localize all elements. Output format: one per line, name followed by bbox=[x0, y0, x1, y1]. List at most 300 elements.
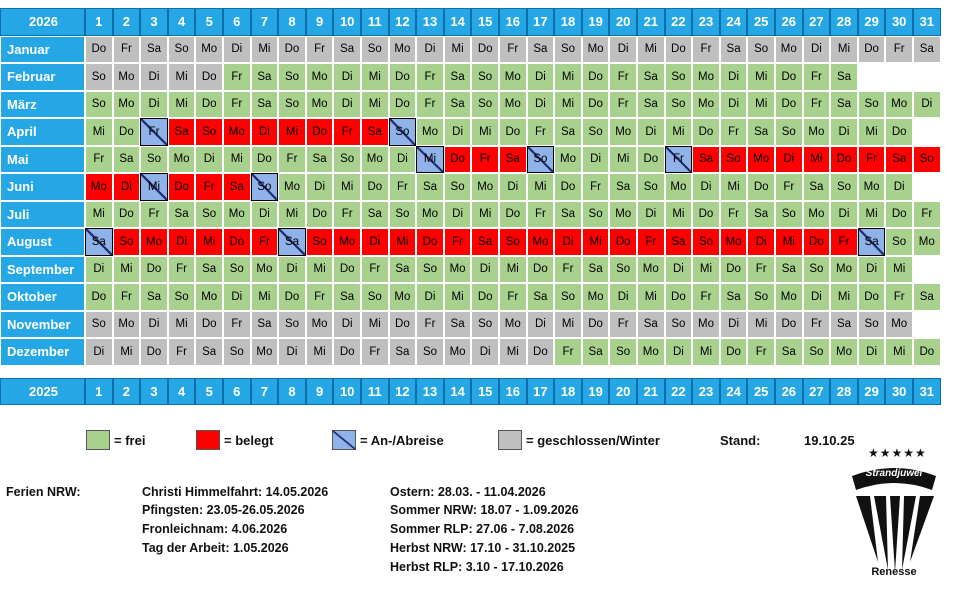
day-cell-belegt: So bbox=[720, 146, 748, 174]
day-cell-belegt: Fr bbox=[830, 228, 858, 256]
day-cell-frei: Sa bbox=[554, 201, 582, 229]
day-cell-winter: Mi bbox=[554, 311, 582, 339]
day-cell-frei: Mi bbox=[637, 283, 665, 311]
day-cell-belegt: Fr bbox=[444, 228, 472, 256]
logo-emblem-icon bbox=[848, 446, 940, 584]
day-cell-belegt: Do bbox=[168, 173, 196, 201]
day-cell-frei: Mo bbox=[692, 63, 720, 91]
day-cell-frei: Mi bbox=[361, 63, 389, 91]
ferien-item: Ostern: 28.03. - 11.04.2026 bbox=[390, 485, 546, 499]
day-cell-winter: Do bbox=[471, 36, 499, 64]
day-header: 13 bbox=[416, 8, 444, 36]
day-cell-frei: Do bbox=[747, 173, 775, 201]
day-header: 23 bbox=[692, 8, 720, 36]
year-label-bottom: 2025 bbox=[0, 378, 85, 406]
day-cell-winter: Fr bbox=[168, 338, 196, 366]
day-header: 1 bbox=[85, 378, 113, 406]
day-cell-winter: So bbox=[361, 36, 389, 64]
day-header: 9 bbox=[306, 8, 334, 36]
day-cell-frei: So bbox=[140, 146, 168, 174]
day-header: 19 bbox=[582, 378, 610, 406]
month-label: August bbox=[0, 228, 85, 256]
day-cell-frei: Mi bbox=[747, 91, 775, 119]
day-cell-winter: Mo bbox=[692, 311, 720, 339]
day-header: 28 bbox=[830, 8, 858, 36]
day-cell-frei: Di bbox=[333, 91, 361, 119]
day-cell-winter: Mo bbox=[113, 311, 141, 339]
day-cell-belegt: Do bbox=[306, 118, 334, 146]
day-cell-frei: Mo bbox=[609, 201, 637, 229]
day-cell-frei: Sa bbox=[251, 91, 279, 119]
day-cell-belegt: Sa bbox=[168, 118, 196, 146]
day-cell-anreise-abreise: Fr bbox=[140, 118, 168, 146]
day-header: 3 bbox=[140, 378, 168, 406]
day-cell-frei: So bbox=[416, 256, 444, 284]
day-cell-frei: Fr bbox=[609, 63, 637, 91]
day-cell-frei: So bbox=[637, 173, 665, 201]
day-cell-winter: Mi bbox=[113, 338, 141, 366]
day-header: 4 bbox=[168, 378, 196, 406]
day-cell-frei: Fr bbox=[223, 91, 251, 119]
day-cell-frei: Do bbox=[582, 91, 610, 119]
day-header: 6 bbox=[223, 378, 251, 406]
day-cell-belegt: Fr bbox=[637, 228, 665, 256]
legend-belegt-label: = belegt bbox=[224, 433, 274, 448]
day-cell-frei: Di bbox=[389, 146, 417, 174]
day-cell-frei: Di bbox=[527, 63, 555, 91]
day-cell-frei: Sa bbox=[168, 201, 196, 229]
day-cell-frei: Di bbox=[223, 283, 251, 311]
day-header: 8 bbox=[278, 8, 306, 36]
day-header: 25 bbox=[747, 378, 775, 406]
day-header: 8 bbox=[278, 378, 306, 406]
day-cell-frei: So bbox=[195, 201, 223, 229]
day-header: 30 bbox=[885, 8, 913, 36]
spacer-row bbox=[0, 366, 941, 378]
day-header: 11 bbox=[361, 8, 389, 36]
day-cell-frei: Fr bbox=[803, 63, 831, 91]
day-cell-frei: Sa bbox=[803, 173, 831, 201]
day-cell-frei: Mo bbox=[913, 228, 941, 256]
day-cell-frei: Mo bbox=[444, 256, 472, 284]
day-cell-winter: Fr bbox=[803, 311, 831, 339]
day-cell-winter: Fr bbox=[306, 36, 334, 64]
day-cell-frei: Di bbox=[665, 338, 693, 366]
day-cell-frei: Fr bbox=[85, 146, 113, 174]
day-cell-belegt: Sa bbox=[223, 173, 251, 201]
day-cell-belegt: Mo bbox=[140, 228, 168, 256]
day-cell-belegt: Do bbox=[416, 228, 444, 256]
day-cell-frei: So bbox=[747, 283, 775, 311]
day-cell-frei: Mo bbox=[471, 173, 499, 201]
empty-cell bbox=[913, 311, 941, 339]
day-cell-frei: Mo bbox=[223, 201, 251, 229]
day-cell-frei: Di bbox=[830, 201, 858, 229]
day-header: 4 bbox=[168, 8, 196, 36]
day-cell-frei: Mo bbox=[637, 338, 665, 366]
day-cell-frei: Di bbox=[720, 91, 748, 119]
month-label: September bbox=[0, 256, 85, 284]
day-header: 24 bbox=[720, 8, 748, 36]
day-cell-winter: Mi bbox=[168, 311, 196, 339]
day-header: 10 bbox=[333, 8, 361, 36]
day-cell-belegt: Fr bbox=[251, 228, 279, 256]
day-cell-frei: Mo bbox=[609, 118, 637, 146]
day-cell-frei: Mi bbox=[444, 283, 472, 311]
legend-belegt-swatch bbox=[196, 430, 220, 450]
day-cell-frei: Di bbox=[885, 173, 913, 201]
day-cell-frei: Sa bbox=[913, 283, 941, 311]
day-header: 23 bbox=[692, 378, 720, 406]
day-cell-belegt: Sa bbox=[471, 228, 499, 256]
day-cell-frei: Mo bbox=[113, 91, 141, 119]
day-cell-frei: Mi bbox=[168, 91, 196, 119]
ferien-item: Herbst NRW: 17.10 - 31.10.2025 bbox=[390, 541, 576, 555]
day-cell-frei: Fr bbox=[582, 173, 610, 201]
day-cell-frei: Sa bbox=[554, 118, 582, 146]
day-cell-frei: Do bbox=[85, 283, 113, 311]
day-cell-belegt: Mo bbox=[720, 228, 748, 256]
day-cell-frei: Mi bbox=[471, 118, 499, 146]
day-cell-frei: Mo bbox=[885, 91, 913, 119]
day-header: 7 bbox=[251, 8, 279, 36]
day-cell-belegt: Do bbox=[223, 228, 251, 256]
day-cell-anreise-abreise: So bbox=[251, 173, 279, 201]
day-cell-winter: So bbox=[85, 311, 113, 339]
day-header: 24 bbox=[720, 378, 748, 406]
day-cell-winter: Sa bbox=[527, 36, 555, 64]
month-label: Oktober bbox=[0, 283, 85, 311]
day-cell-frei: Do bbox=[499, 118, 527, 146]
day-cell-frei: Do bbox=[306, 201, 334, 229]
day-cell-frei: Di bbox=[195, 146, 223, 174]
day-cell-winter: Di bbox=[333, 311, 361, 339]
empty-cell bbox=[913, 256, 941, 284]
day-cell-winter: Mo bbox=[775, 36, 803, 64]
day-cell-winter: Di bbox=[278, 338, 306, 366]
day-cell-frei: So bbox=[885, 228, 913, 256]
day-cell-belegt: Fr bbox=[471, 146, 499, 174]
logo-place-text: Renesse bbox=[871, 566, 917, 578]
day-cell-frei: Fr bbox=[554, 256, 582, 284]
day-cell-frei: Di bbox=[637, 201, 665, 229]
day-cell-frei: Sa bbox=[195, 256, 223, 284]
day-cell-belegt: Mi bbox=[582, 228, 610, 256]
day-cell-frei: So bbox=[665, 63, 693, 91]
empty-cell bbox=[913, 173, 941, 201]
month-label: April bbox=[0, 118, 85, 146]
day-cell-winter: Fr bbox=[361, 338, 389, 366]
day-cell-winter: So bbox=[858, 311, 886, 339]
month-label: November bbox=[0, 311, 85, 339]
month-label: Juli bbox=[0, 201, 85, 229]
day-cell-winter: Di bbox=[85, 338, 113, 366]
legend-anab-swatch bbox=[332, 430, 356, 450]
legend-winter-label: = geschlossen/Winter bbox=[526, 433, 660, 448]
day-cell-frei: Di bbox=[692, 173, 720, 201]
day-cell-frei: Fr bbox=[747, 256, 775, 284]
day-cell-frei: Sa bbox=[251, 63, 279, 91]
day-cell-frei: Sa bbox=[361, 201, 389, 229]
day-cell-frei: Do bbox=[885, 118, 913, 146]
day-cell-frei: Mo bbox=[830, 256, 858, 284]
day-cell-frei: Di bbox=[637, 118, 665, 146]
day-cell-frei: Mi bbox=[692, 338, 720, 366]
day-header: 22 bbox=[665, 8, 693, 36]
year-label-top: 2026 bbox=[0, 8, 85, 36]
day-cell-frei: Mo bbox=[858, 173, 886, 201]
day-cell-winter: Mo bbox=[389, 36, 417, 64]
day-cell-winter: Mi bbox=[251, 36, 279, 64]
day-cell-frei: Mi bbox=[85, 201, 113, 229]
day-cell-frei: So bbox=[609, 338, 637, 366]
day-cell-belegt: So bbox=[306, 228, 334, 256]
day-cell-belegt: Mo bbox=[333, 228, 361, 256]
day-cell-frei: So bbox=[278, 63, 306, 91]
day-cell-frei: Fr bbox=[278, 146, 306, 174]
day-cell-winter: Sa bbox=[140, 36, 168, 64]
day-header: 21 bbox=[637, 8, 665, 36]
day-cell-frei: Mo bbox=[830, 338, 858, 366]
day-cell-winter: Mi bbox=[306, 338, 334, 366]
day-cell-frei: So bbox=[471, 63, 499, 91]
day-cell-winter: So bbox=[278, 311, 306, 339]
day-cell-frei: Mi bbox=[527, 173, 555, 201]
day-cell-frei: Di bbox=[858, 256, 886, 284]
day-cell-frei: So bbox=[554, 283, 582, 311]
ferien-item: Pfingsten: 23.05-26.05.2026 bbox=[142, 503, 305, 517]
day-cell-frei: Fr bbox=[803, 91, 831, 119]
day-cell-frei: Mo bbox=[499, 63, 527, 91]
day-cell-frei: Mo bbox=[803, 201, 831, 229]
month-label: Dezember bbox=[0, 338, 85, 366]
day-cell-frei: Fr bbox=[720, 201, 748, 229]
day-header: 9 bbox=[306, 378, 334, 406]
day-cell-winter: So bbox=[471, 311, 499, 339]
day-cell-frei: Do bbox=[389, 91, 417, 119]
day-header: 30 bbox=[885, 378, 913, 406]
day-cell-belegt: Di bbox=[361, 228, 389, 256]
empty-cell bbox=[913, 63, 941, 91]
day-cell-winter: Sa bbox=[195, 338, 223, 366]
day-cell-frei: Di bbox=[803, 283, 831, 311]
day-cell-frei: Fr bbox=[416, 91, 444, 119]
day-cell-belegt: Fr bbox=[858, 146, 886, 174]
day-cell-frei: Sa bbox=[747, 118, 775, 146]
day-cell-frei: Di bbox=[85, 256, 113, 284]
day-cell-frei: Mi bbox=[665, 201, 693, 229]
day-header: 21 bbox=[637, 378, 665, 406]
day-header: 1 bbox=[85, 8, 113, 36]
day-cell-frei: So bbox=[775, 201, 803, 229]
day-cell-frei: Sa bbox=[333, 283, 361, 311]
day-cell-winter: Mo bbox=[306, 311, 334, 339]
day-header: 5 bbox=[195, 8, 223, 36]
day-cell-frei: Mo bbox=[278, 173, 306, 201]
day-cell-winter: Mi bbox=[361, 311, 389, 339]
day-cell-winter: Mo bbox=[885, 311, 913, 339]
day-cell-frei: Sa bbox=[830, 91, 858, 119]
day-cell-frei: Do bbox=[913, 338, 941, 366]
day-cell-winter: Mi bbox=[830, 36, 858, 64]
day-cell-winter: Do bbox=[527, 338, 555, 366]
day-cell-frei: Mi bbox=[223, 146, 251, 174]
day-cell-frei: Do bbox=[471, 283, 499, 311]
day-cell-winter: So bbox=[747, 36, 775, 64]
day-cell-frei: Di bbox=[582, 146, 610, 174]
day-cell-frei: Mo bbox=[692, 91, 720, 119]
day-header: 2 bbox=[113, 8, 141, 36]
day-cell-frei: Fr bbox=[168, 256, 196, 284]
day-cell-belegt: Sa bbox=[361, 118, 389, 146]
day-cell-winter: Mi bbox=[637, 36, 665, 64]
day-header: 25 bbox=[747, 8, 775, 36]
day-cell-winter: Do bbox=[858, 36, 886, 64]
day-cell-frei: Mo bbox=[389, 283, 417, 311]
day-cell-frei: Mi bbox=[471, 201, 499, 229]
day-cell-winter: Di bbox=[140, 63, 168, 91]
day-header: 12 bbox=[389, 8, 417, 36]
day-cell-anreise-abreise: Sa bbox=[858, 228, 886, 256]
day-cell-winter: Di bbox=[471, 338, 499, 366]
day-cell-frei: Fr bbox=[720, 118, 748, 146]
month-label: Januar bbox=[0, 36, 85, 64]
day-cell-frei: Di bbox=[609, 283, 637, 311]
day-cell-anreise-abreise: Mi bbox=[416, 146, 444, 174]
day-cell-winter: Sa bbox=[720, 36, 748, 64]
day-cell-frei: Mo bbox=[416, 201, 444, 229]
day-cell-belegt: So bbox=[692, 228, 720, 256]
day-cell-frei: Mo bbox=[168, 146, 196, 174]
day-cell-winter: Do bbox=[140, 338, 168, 366]
day-cell-winter: Do bbox=[195, 311, 223, 339]
legend-frei-label: = frei bbox=[114, 433, 146, 448]
day-cell-frei: Mo bbox=[637, 256, 665, 284]
day-cell-frei: Sa bbox=[306, 146, 334, 174]
day-cell-frei: Sa bbox=[637, 91, 665, 119]
day-cell-frei: Fr bbox=[885, 283, 913, 311]
day-cell-frei: Fr bbox=[527, 201, 555, 229]
day-cell-frei: Di bbox=[471, 256, 499, 284]
day-cell-winter: So bbox=[554, 36, 582, 64]
day-cell-winter: Sa bbox=[389, 338, 417, 366]
day-cell-frei: Fr bbox=[333, 201, 361, 229]
legend-anab-label: = An-/Abreise bbox=[360, 433, 444, 448]
day-cell-belegt: Do bbox=[803, 228, 831, 256]
day-cell-winter: Mi bbox=[168, 63, 196, 91]
day-header: 29 bbox=[858, 8, 886, 36]
day-cell-belegt: So bbox=[913, 146, 941, 174]
day-cell-frei: Mi bbox=[85, 118, 113, 146]
day-cell-frei: Sa bbox=[416, 173, 444, 201]
day-cell-frei: So bbox=[803, 256, 831, 284]
ferien-item: Sommer RLP: 27.06 - 7.08.2026 bbox=[390, 522, 575, 536]
ferien-item: Christi Himmelfahrt: 14.05.2026 bbox=[142, 485, 329, 499]
day-cell-frei: Fr bbox=[416, 63, 444, 91]
day-cell-winter: Fr bbox=[223, 311, 251, 339]
day-cell-frei: Do bbox=[582, 63, 610, 91]
day-cell-winter: Mo bbox=[582, 36, 610, 64]
day-cell-frei: Mi bbox=[665, 118, 693, 146]
legend-winter-swatch bbox=[498, 430, 522, 450]
day-cell-frei: Mo bbox=[582, 283, 610, 311]
day-cell-winter: Fr bbox=[416, 311, 444, 339]
month-label: Februar bbox=[0, 63, 85, 91]
day-header: 19 bbox=[582, 8, 610, 36]
day-cell-belegt: Sa bbox=[692, 146, 720, 174]
logo-stars: ★★★★★ bbox=[868, 446, 927, 460]
day-cell-frei: So bbox=[471, 91, 499, 119]
day-cell-winter: Sa bbox=[913, 36, 941, 64]
day-cell-winter: Sa bbox=[333, 36, 361, 64]
day-cell-frei: Do bbox=[858, 283, 886, 311]
day-cell-frei: Mi bbox=[720, 173, 748, 201]
day-header: 22 bbox=[665, 378, 693, 406]
day-cell-frei: Di bbox=[278, 256, 306, 284]
day-cell-winter: So bbox=[168, 36, 196, 64]
day-cell-belegt: Mo bbox=[223, 118, 251, 146]
day-cell-frei: Fr bbox=[499, 283, 527, 311]
day-header: 27 bbox=[803, 378, 831, 406]
day-cell-frei: So bbox=[582, 201, 610, 229]
strandjuwel-logo bbox=[848, 446, 940, 584]
day-cell-winter: Do bbox=[389, 311, 417, 339]
day-cell-frei: Mo bbox=[306, 63, 334, 91]
day-cell-frei: Mi bbox=[554, 91, 582, 119]
day-cell-frei: Sa bbox=[747, 201, 775, 229]
day-cell-frei: Sa bbox=[775, 338, 803, 366]
day-cell-frei: Do bbox=[140, 256, 168, 284]
day-header: 31 bbox=[913, 8, 941, 36]
day-cell-frei: Do bbox=[637, 146, 665, 174]
day-cell-frei: Do bbox=[720, 256, 748, 284]
day-cell-winter: Di bbox=[527, 311, 555, 339]
day-cell-frei: Mi bbox=[885, 338, 913, 366]
day-header: 15 bbox=[471, 8, 499, 36]
day-cell-belegt: Do bbox=[830, 146, 858, 174]
day-cell-frei: Di bbox=[140, 91, 168, 119]
day-cell-frei: Di bbox=[913, 91, 941, 119]
day-cell-frei: Mi bbox=[747, 63, 775, 91]
day-cell-frei: Di bbox=[858, 338, 886, 366]
day-cell-frei: So bbox=[85, 91, 113, 119]
day-cell-winter: Fr bbox=[692, 36, 720, 64]
day-cell-winter: Sa bbox=[251, 311, 279, 339]
day-header: 18 bbox=[554, 8, 582, 36]
day-header: 12 bbox=[389, 378, 417, 406]
day-cell-belegt: So bbox=[499, 228, 527, 256]
day-cell-belegt: Sa bbox=[499, 146, 527, 174]
day-cell-frei: Mi bbox=[609, 146, 637, 174]
day-cell-frei: Fr bbox=[527, 118, 555, 146]
month-label: März bbox=[0, 91, 85, 119]
day-cell-frei: Sa bbox=[582, 338, 610, 366]
month-label: Mai bbox=[0, 146, 85, 174]
day-header: 11 bbox=[361, 378, 389, 406]
day-cell-frei: Mi bbox=[692, 256, 720, 284]
day-cell-frei: Fr bbox=[692, 283, 720, 311]
day-cell-frei: Di bbox=[720, 63, 748, 91]
day-cell-frei: Mo bbox=[775, 283, 803, 311]
day-cell-frei: Mi bbox=[858, 201, 886, 229]
day-header: 18 bbox=[554, 378, 582, 406]
day-cell-winter: Mi bbox=[499, 338, 527, 366]
day-cell-belegt: Do bbox=[609, 228, 637, 256]
day-cell-frei: Fr bbox=[389, 173, 417, 201]
day-header: 6 bbox=[223, 8, 251, 36]
day-cell-frei: So bbox=[361, 283, 389, 311]
day-cell-frei: Do bbox=[113, 118, 141, 146]
